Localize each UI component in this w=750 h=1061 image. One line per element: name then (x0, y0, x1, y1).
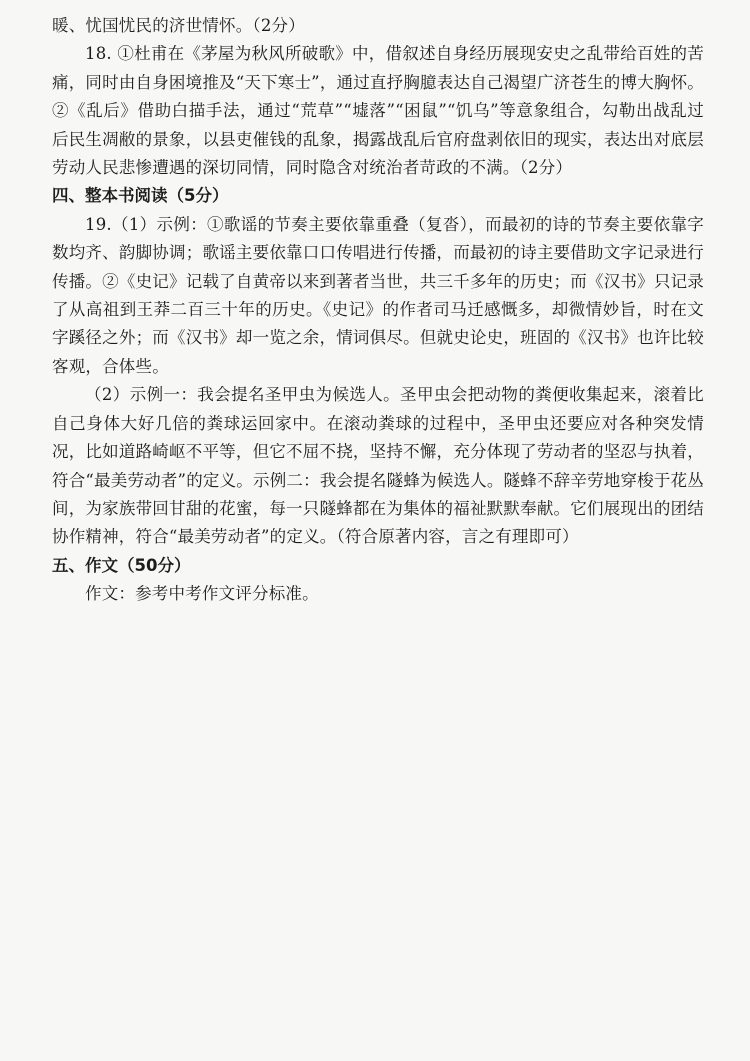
answer-18: 18. ①杜甫在《茅屋为秋风所破歌》中，借叙述自身经历展现安史之乱带给百姓的苦痛，同时由自身困境推及“天下寒士”，通过直抒胸臆表达自己渴望广济苍生的博大胸怀。②《乱后》借助白描手法，通过“荒草”“墟落”“困鼠”“饥乌”等意象组合，勾勒出战乱过后民生凋敝的景象，以县吏催钱的乱象，揭露战乱后官府盘剥依旧的现实，表达出对底层劳动人民悲惨遭遇的深切同情，同时隐含对统治者苛政的不满。（2分） (52, 44, 704, 178)
intro-line: 暖、忧国忧民的济世情怀。（2分） (52, 16, 305, 35)
essay-note: 作文：参考中考作文评分标准。 (85, 584, 319, 604)
section-5-heading: 五、作文（50分） (52, 555, 191, 575)
section-4-heading: 四、整本书阅读（5分） (52, 186, 229, 206)
answer-19-1: 19.（1）示例：①歌谣的节奏主要依靠重叠（复沓），而最初的诗的节奏主要依靠字数均齐、韵脚协调；歌谣主要依靠口口传唱进行传播，而最初的诗主要借助文字记录进行传播。②《史记》记载了自黄帝以来到著者当世，共三千多年的历史；而《汉书》只记录了从高祖到王莽二百三十年的历史。《史记》的作者司马迁感慨多，却微情妙旨，时在文字蹊径之外；而《汉书》却一览之余，情词俱尽。但就史论史，班固的《汉书》也许比较客观，合体些。 (52, 214, 704, 376)
answer-19-2: （2）示例一：我会提名圣甲虫为候选人。圣甲虫会把动物的粪便收集起来，滚着比自己身体大好几倍的粪球运回家中。在滚动粪球的过程中，圣甲虫还要应对各种突发情况，比如道路崎岖不平等，但它不屈不挠，坚持不懈，充分体现了劳动者的坚忍与执着，符合“最美劳动者”的定义。示例二：我会提名隧蜂为候选人。隧蜂不辞辛劳地穿梭于花丛间，为家族带回甘甜的花蜜，每一只隧蜂都在为集体的福祉默默奉献。它们展现出的团结协作精神，符合“最美劳动者”的定义。（符合原著内容，言之有理即可） (52, 385, 704, 547)
